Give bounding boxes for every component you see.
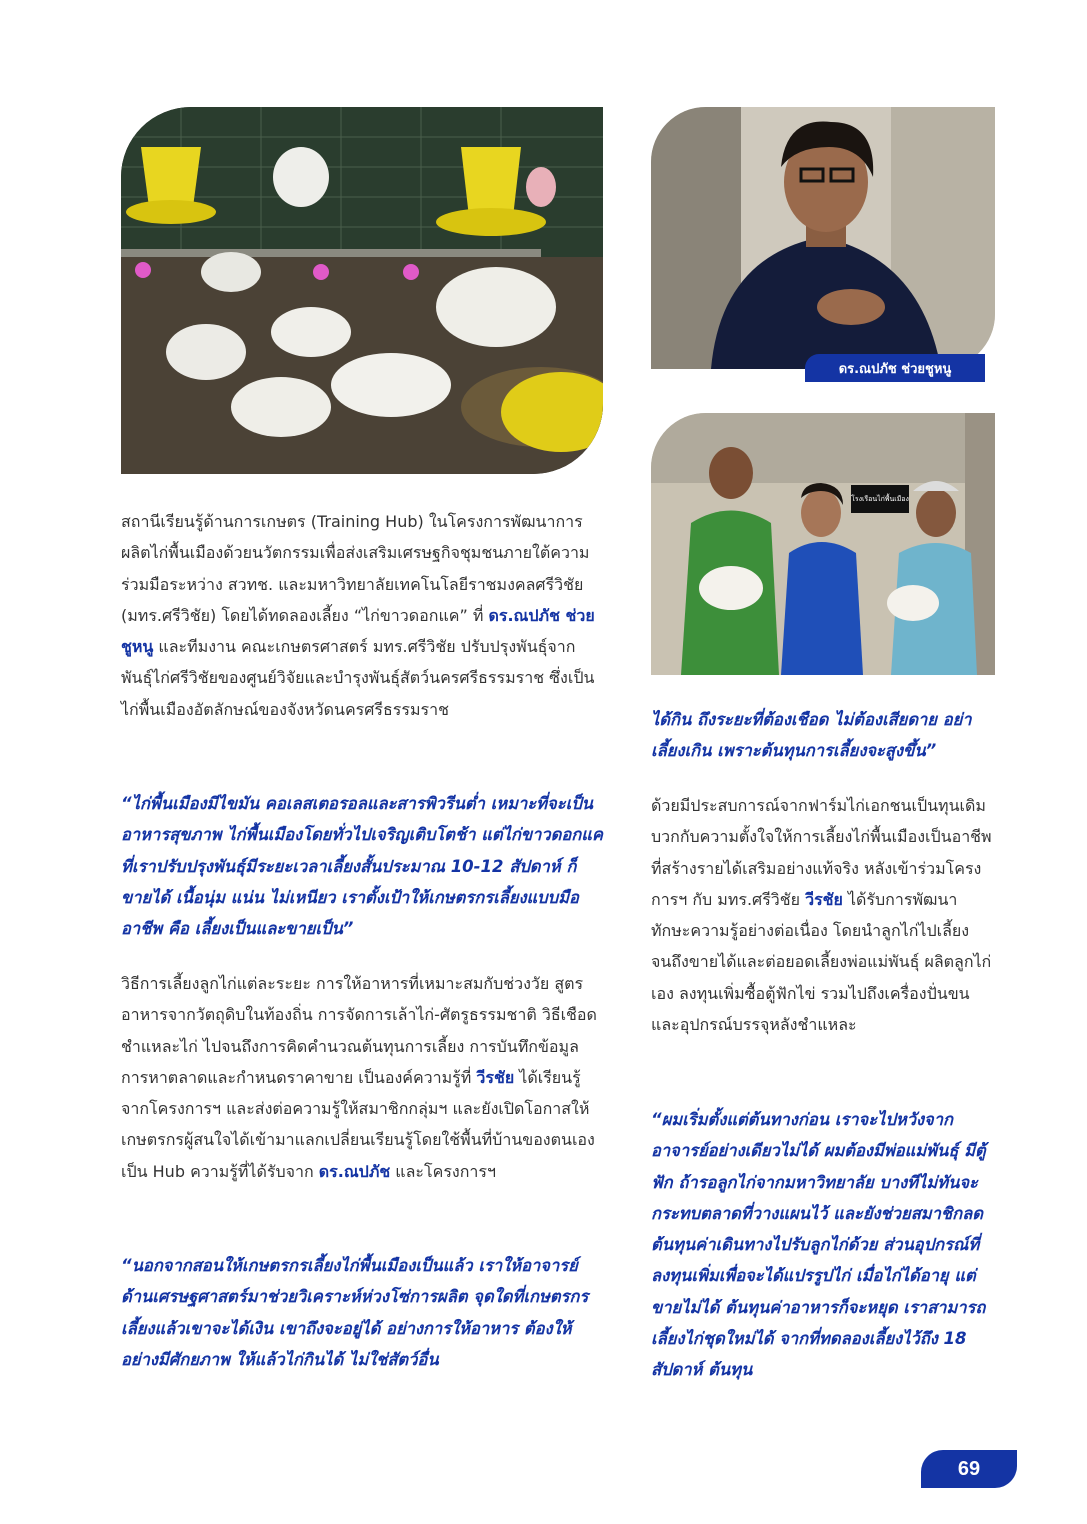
intro-text: สถานีเรียนรู้ด้านการเกษตร (Training Hub) ในโครงการพัฒนาการผลิตไก่พื้นเมืองด้วยนวัตกรรมเพื่อส่งเสริมเศรษฐกิจชุมชนภายใต้ความร่วมมือระหว่าง สวทช. และมหาวิทยาลัยเทคโนโลยีราชมงคลศรีวิชัย (มทร.ศรีวิชัย) โดยได้ทดลองเลี้ยง “ไก่ขาวดอกแค” ที่ xyxy=(121,512,590,625)
method-text: วิธีการเลี้ยงลูกไก่แต่ละระยะ การให้อาหารที่เหมาะสมกับช่วงวัย สูตรอาหารจากวัตถุดิบในท้องถิ่น การจัดการเล้าไก่-ศัตรูธรรมชาติ วิธีเชือดชำแหละไก่ ไปจนถึงการคิดคำนวณต้นทุนการเลี้ยง การบันทึกข้อมูล การหาตลาดและกำหนดราคาขาย เป็นองค์ความรู้ที่ xyxy=(121,974,597,1087)
chicken-coop-photo xyxy=(121,107,603,474)
quote-dr-2-text: “นอกจากสอนให้เกษตรกรเลี้ยงไก่พื้นเมืองเป็นแล้ว เราให้อาจารย์ด้านเศรษฐศาสตร์มาช่วยวิเคราะห์ห่วงโซ่การผลิต จุดใดที่เกษตรกรเลี้ยงแล้วเขาจะได้เงิน เขาถึงจะอยู่ได้ อย่างการให้อาหาร ต้องให้อย่างมีศักยภาพ ให้แล้วไก่กินได้ ไม่ใช่สัตว์อื่น xyxy=(121,1256,589,1369)
method-paragraph xyxy=(121,968,603,1187)
portrait-photo xyxy=(651,107,995,369)
page-number: 69 xyxy=(921,1450,1017,1488)
weerachai-text: ด้วยมีประสบการณ์จากฟาร์มไก่เอกชนเป็นทุนเดิมบวกกับความตั้งใจให้การเลี้ยงไก่พื้นเมืองเป็นอาชีพที่สร้างรายได้เสริมอย่างแท้จริง หลังเข้าร่วมโครงการฯ กับ มทร.ศรีวิชัย xyxy=(651,796,992,909)
farmers-group-photo xyxy=(651,413,995,675)
quote-weerachai-text: “ผมเริ่มตั้งแต่ต้นทางก่อน เราจะไปหวังจากอาจารย์อย่างเดียวไม่ได้ ผมต้องมีพ่อแม่พันธุ์ มีตู้ฟัก ถ้ารอลูกไก่จากมหาวิทยาลัย บางทีไม่ทันจะกระทบตลาดที่วางแผนไว้ และยังช่วยสมาชิกลดต้นทุนค่าเดินทางไปรับลูกไก่ด้วย ส่วนอุปกรณ์ที่ลงทุนเพิ่มเพื่อจะได้แปรรูปไก่ เมื่อไก่ได้อายุ แต่ขายไม่ได้ ต้นทุนค่าอาหารก็จะหยุด เราสามารถเลี้ยงไก่ชุดใหม่ได้ จากที่ทดลองเลี้ยงไว้ถึง 18 สัปดาห์ ต้นทุน xyxy=(651,1110,986,1380)
quote-dr-2-continued-text: ได้กิน ถึงระยะที่ต้องเชือด ไม่ต้องเสียดาย อย่าเลี้ยงเกิน เพราะต้นทุนการเลี้ยงจะสูงขึ้น” xyxy=(651,710,972,761)
person-name-dr-short: ดร.ณปภัช xyxy=(318,1161,391,1181)
quote-dr-1-text: “ไก่พื้นเมืองมีไขมัน คอเลสเตอรอลและสารพิวรีนต่ำ เหมาะที่จะเป็นอาหารสุขภาพ ไก่พื้นเมืองโดยทั่วไปเจริญเติบโตช้า แต่ไก่ขาวดอกแคที่เราปรับปรุงพันธุ์มีระยะเวลาเลี้ยงสั้นประมาณ 10-12 สัปดาห์ ก็ขายได้ เนื้อนุ่ม แน่น ไม่เหนียว เราตั้งเป้าให้เกษตรกรเลี้ยงแบบมืออาชีพ คือ เลี้ยงเป็นและขายเป็น” xyxy=(121,794,603,939)
person-name-weerachai-2: วีรชัย xyxy=(805,889,843,909)
intro-text-rest: และทีมงาน คณะเกษตรศาสตร์ มทร.ศรีวิชัย ปรับปรุงพันธุ์จากพันธุ์ไก่ศรีวิชัยของศูนย์วิจัยและบำรุงพันธุ์สัตว์นครศรีธรรมราช ซึ่งเป็นไก่พื้นเมืองอัตลักษณ์ของจังหวัดนครศรีธรรมราช xyxy=(121,637,595,719)
quote-dr-2 xyxy=(121,1250,603,1375)
portrait-caption: ดร.ณปภัช ช่วยชูหนู xyxy=(805,354,985,382)
person-name-dr: ดร.ณปภัช ช่วยชูหนู xyxy=(121,605,595,657)
weerachai-text-rest: ได้รับการพัฒนาทักษะความรู้อย่างต่อเนื่อง โดยนำลูกไก่ไปเลี้ยงจนถึงขายได้และต่อยอดเลี้ยงพ่อแม่พันธุ์ ผลิตลูกไก่เอง ลงทุนเพิ่มซื้อตู้ฟักไข่ รวมไปถึงเครื่องปั่นขนและอุปกรณ์บรรจุหลังชำแหละ xyxy=(651,889,992,1035)
method-text-end: และโครงการฯ xyxy=(390,1161,496,1181)
quote-weerachai xyxy=(651,1104,995,1386)
method-text-mid: ได้เรียนรู้จากโครงการฯ และส่งต่อความรู้ให้สมาชิกกลุ่มฯ และยังเปิดโอกาสให้เกษตรกรผู้สนใจได้เข้ามาแลกเปลี่ยนเรียนรู้โดยใช้พื้นที่บ้านของตนเองเป็น Hub ความรู้ที่ได้รับจาก xyxy=(121,1067,595,1181)
coop-sign: โรงเรือนไก่พื้นเมือง xyxy=(851,494,909,503)
person-name-weerachai: วีรชัย xyxy=(476,1067,515,1087)
quote-dr-1 xyxy=(121,788,603,944)
quote-dr-2-continued xyxy=(651,704,995,767)
intro-paragraph xyxy=(121,506,603,725)
weerachai-paragraph xyxy=(651,790,995,1040)
